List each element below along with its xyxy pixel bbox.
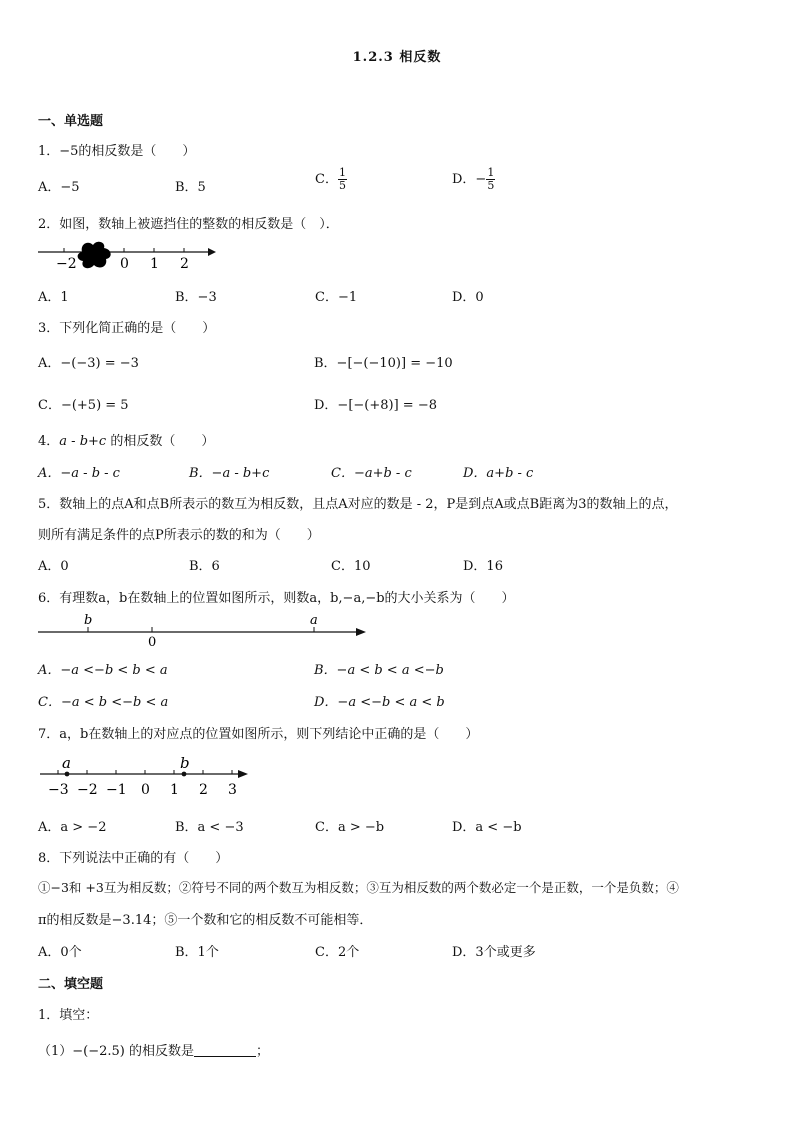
q8-option-b[interactable]: B．1个 (175, 945, 219, 960)
q7-option-c[interactable]: C．a > −b (315, 820, 385, 835)
section-heading-single-choice: 一、单选题 (38, 114, 104, 129)
fraction-numerator: 1 (338, 166, 346, 179)
q1-option-d[interactable] (452, 167, 495, 192)
q1-option-c[interactable] (315, 167, 347, 192)
q3-option-b[interactable]: B．−[−(−10)] = −10 (314, 356, 453, 371)
q2-option-d[interactable]: D．0 (452, 290, 484, 305)
axis-label-b: b (84, 613, 93, 628)
question-8-stem: 8．下列说法中正确的有（ ） (38, 851, 229, 866)
expression: a - b+c (59, 434, 107, 449)
axis-label-zero: 0 (148, 635, 157, 650)
q2-option-a[interactable]: A．1 (38, 290, 69, 305)
question-4-stem (38, 430, 214, 449)
question-5-line-1: 5．数轴上的点A和点B所表示的数互为相反数，且点A对应的数是 - 2，P是到点A或点B距离为3的数轴上的点， (38, 497, 678, 512)
axis-arrow-icon (356, 628, 366, 636)
q7-number-line-figure (36, 752, 256, 800)
q4-option-d[interactable]: D．a+b - c (463, 466, 534, 481)
q5-option-b[interactable]: B．6 (189, 559, 220, 574)
q1-option-d-label: D．− (452, 172, 487, 187)
axis-label: 0 (120, 256, 129, 272)
q7-option-b[interactable]: B．a < −3 (175, 820, 244, 835)
part-1-text: （1）−(−2.5) 的相反数是 (38, 1044, 195, 1059)
tick-label: 2 (199, 782, 208, 798)
fraction (486, 167, 495, 192)
tick-label: −1 (106, 782, 127, 798)
tick-label: 1 (170, 782, 179, 798)
axis-label-b: b (180, 754, 190, 772)
q3-option-d[interactable]: D．−[−(+8)] = −8 (314, 398, 437, 413)
q3-option-a[interactable]: A．−(−3) = −3 (38, 356, 139, 371)
q6-number-line-figure (36, 610, 372, 650)
axis-label: 1 (150, 256, 159, 272)
fraction-denominator: 5 (487, 179, 495, 192)
q3-option-c[interactable]: C．−(+5) = 5 (38, 398, 129, 413)
axis-label: 2 (180, 256, 189, 272)
question-2-stem: 2．如图，数轴上被遮挡住的整数的相反数是（ ）． (38, 217, 339, 232)
page-title: 1.2.3 相反数 (352, 50, 442, 65)
question-7-stem: 7．a，b在数轴上的对应点的位置如图所示，则下列结论中正确的是（ ） (38, 727, 479, 742)
tick-label: 0 (141, 782, 150, 798)
blot-icon (78, 242, 111, 268)
q6-option-c[interactable]: C．−a < b <−b < a (38, 695, 169, 710)
question-6-stem: 6．有理数a，b在数轴上的位置如图所示，则数a，b,−a,−b的大小关系为（ ） (38, 591, 515, 606)
section-heading-fill-in: 二、填空题 (38, 977, 104, 992)
point-a-marker (65, 772, 70, 777)
tick-label: 3 (228, 782, 237, 798)
point-b-marker (182, 772, 187, 777)
fill-question-1-stem: 1．填空： (38, 1008, 99, 1023)
answer-blank[interactable] (194, 1044, 256, 1057)
axis-label-a: a (310, 613, 318, 628)
q7-option-a[interactable]: A．a > −2 (38, 820, 107, 835)
q8-option-d[interactable]: D．3个或更多 (452, 945, 536, 960)
q5-option-d[interactable]: D．16 (463, 559, 503, 574)
fill-question-1-part-1 (38, 1040, 269, 1059)
axis-arrow-icon (208, 248, 216, 256)
q1-option-b[interactable]: B．5 (175, 180, 206, 195)
q6-option-d[interactable]: D．−a <−b < a < b (314, 695, 445, 710)
q4-option-c[interactable]: C．−a+b - c (331, 466, 412, 481)
question-3-stem: 3．下列化简正确的是（ ） (38, 321, 216, 336)
question-8-statements-line-1: ①−3和 +3互为相反数；②符号不同的两个数互为相反数；③互为相反数的两个数必定一个是正数，一个是负数；④ (38, 880, 679, 895)
q7-option-d[interactable]: D．a < −b (452, 820, 522, 835)
q6-option-a[interactable]: A．−a <−b < b < a (38, 663, 168, 678)
q4-option-b[interactable]: B．−a - b+c (189, 466, 270, 481)
axis-label-a: a (62, 754, 71, 772)
q1-option-a[interactable]: A．−5 (38, 180, 80, 195)
question-1-stem: 1．−5的相反数是（ ） (38, 144, 196, 159)
question-number: 4． (38, 434, 60, 449)
tick-label: −3 (48, 782, 69, 798)
q5-option-c[interactable]: C．10 (331, 559, 371, 574)
fraction-numerator: 1 (487, 166, 495, 179)
fraction (338, 167, 347, 192)
q5-option-a[interactable]: A．0 (38, 559, 69, 574)
q8-option-c[interactable]: C．2个 (315, 945, 360, 960)
q2-option-c[interactable]: C．−1 (315, 290, 358, 305)
q2-option-b[interactable]: B．−3 (175, 290, 217, 305)
axis-label: −2 (56, 256, 77, 272)
fraction-denominator: 5 (338, 179, 346, 192)
tick-label: −2 (77, 782, 98, 798)
q1-option-c-label: C． (315, 172, 338, 187)
question-5-line-2: 则所有满足条件的点P所表示的数的和为（ ） (38, 528, 320, 543)
axis-arrow-icon (238, 770, 248, 778)
q4-option-a[interactable]: A．−a - b - c (38, 466, 120, 481)
q2-number-line-figure (36, 238, 226, 274)
part-1-end: ； (256, 1044, 270, 1059)
q6-option-b[interactable]: B．−a < b < a <−b (314, 663, 444, 678)
q8-option-a[interactable]: A．0个 (38, 945, 82, 960)
question-text: 的相反数（ ） (106, 434, 215, 449)
question-8-statements-line-2: π的相反数是−3.14；⑤一个数和它的相反数不可能相等． (38, 913, 373, 928)
